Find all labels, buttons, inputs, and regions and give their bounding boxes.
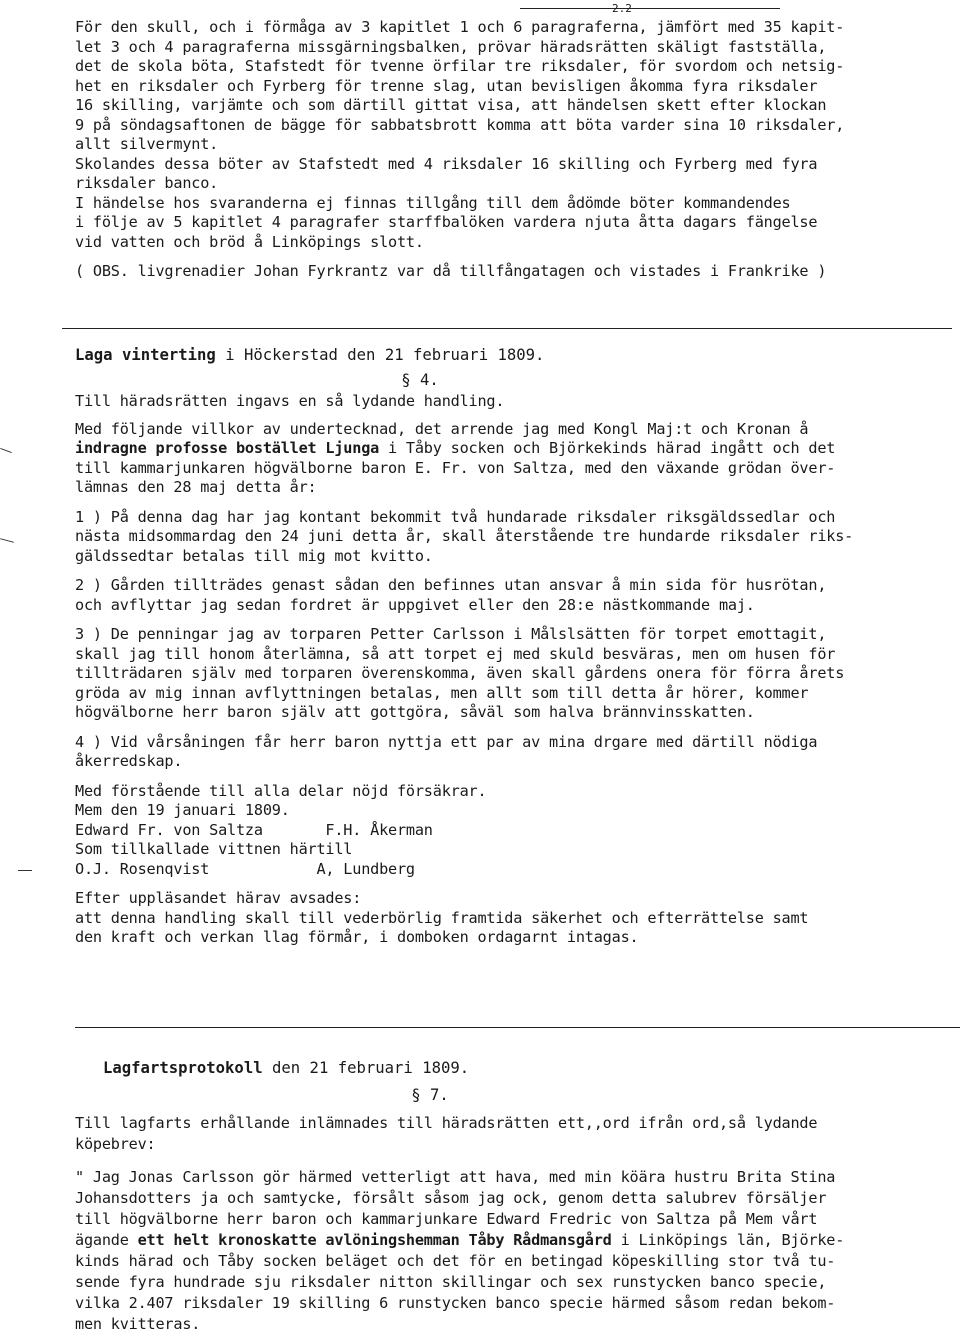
text-line: Skolandes dessa böter av Stafstedt med 4 riksdaler 16 skilling och Fyrberg med fyra	[75, 154, 818, 173]
text-line: Med följande villkor av undertecknad, det arrende jag med Kongl Maj:t och Kronan å	[75, 419, 809, 438]
paragraph-number: § 4.	[401, 371, 439, 389]
text-line: 4 ) Vid vårsåningen får herr baron nyttja ett par av mina drgare med därtill nödiga	[75, 732, 818, 751]
heading-date: den 21 februari 1809.	[262, 1059, 470, 1077]
margin-mark	[0, 448, 12, 453]
condition-item	[75, 576, 945, 615]
condition-item	[75, 733, 945, 772]
text-line: För den skull, och i förmåga av 3 kapitlet 1 och 6 paragraferna, jämfört med 35 kapit-	[75, 18, 845, 36]
decision-block	[75, 889, 945, 948]
text-line: och avflyttar jag sedan fordret är uppgivet eller den 28:e nästkommande maj.	[75, 595, 755, 614]
section-vinterting	[75, 344, 945, 948]
text-line: Johansdotters ja och samtycke, försålt såsom jag ock, genom detta salubrev försäljer	[75, 1189, 827, 1207]
text-line: riksdaler banco.	[75, 174, 219, 192]
text-line: vid vatten och bröd å Linköpings slott.	[75, 232, 424, 251]
top-rule	[520, 8, 780, 9]
text-line: gröda av mig innan avflyttningen betalas, men allt som till detta år hörer, kommer	[75, 683, 809, 702]
text-span: ägande	[75, 1231, 138, 1249]
text-line: 16 skilling, varjämte och som därtill gittat visa, att händelsen skett efter klockan	[75, 96, 827, 114]
lease-paragraph	[75, 420, 945, 498]
text-line: " Jag Jonas Carlsson gör härmed vetterligt att hava, med min köära hustru Brita Stina	[75, 1168, 836, 1186]
obs-note: ( OBS. livgrenadier Johan Fyrkrantz var då tillfångatagen och vistades i Frankrike )	[75, 262, 827, 280]
text-line: Till lagfarts erhållande inlämnades till häradsrätten ett,,ord ifrån ord,så lydande	[75, 1114, 818, 1132]
emphasis: ett helt kronoskatte avlöningshemman Tåby Rådmansgård	[137, 1231, 612, 1249]
text-line: I händelse hos svaranderna ej finnas tillgång till dem ådömde böter kommandendes	[75, 193, 791, 212]
section-lagfart	[75, 1057, 945, 1335]
text-span: i Tåby socken och Björkekinds härad ingått och det	[379, 439, 836, 457]
signature-line: Edward Fr. von Saltza F.H. Åkerman	[75, 820, 433, 839]
text-line: den kraft och verkan llag förmår, i domboken ordagarnt intagas.	[75, 928, 639, 946]
text-line: tillträdaren själv med torparen överenskomma, även skall gårdens onera för förra årets	[75, 664, 845, 682]
margin-mark	[0, 538, 14, 543]
text-line: skall jag till honom återlämna, så att torpet ej med skuld besväras, men om husen för	[75, 644, 836, 663]
text-line: Med förstående till alla delar nöjd försäkrar.	[75, 781, 487, 800]
text-line: sende fyra hundrade sju riksdaler nitton skillingar och sex runstycken banco specie,	[75, 1273, 827, 1291]
separator-rule	[75, 1027, 960, 1028]
heading-bold: Laga vinterting	[75, 346, 216, 364]
signature-line: O.J. Rosenqvist A, Lundberg	[75, 859, 415, 878]
text-line: het en riksdaler och Fyrberg för trenne slag, utan bevisligen åkomma fyra riksdaler	[75, 76, 818, 95]
text-line: lämnas den 28 maj detta år:	[75, 478, 317, 496]
text-line: 2 ) Gården tillträdes genast sådan den befinnes utan ansvar å min sida för husrötan,	[75, 576, 827, 594]
text-line: i följe av 5 kapitlet 4 paragrafer starffbalöken vardera njuta åtta dagars fängelse	[75, 213, 818, 231]
intro-line: Till häradsrätten ingavs en så lydande handling.	[75, 392, 505, 410]
condition-item	[75, 508, 945, 567]
emphasis: indragne profosse bostället Ljunga	[75, 439, 380, 457]
text-span: i Linköpings län, Björke-	[611, 1231, 845, 1249]
text-line: let 3 och 4 paragraferna missgärningsbalken, prövar häradsrätten skäligt fastställa,	[75, 37, 827, 56]
text-line: Mem den 19 januari 1809.	[75, 801, 290, 819]
text-line: köpebrev:	[75, 1135, 156, 1153]
paragraph-number: § 7.	[411, 1086, 449, 1104]
text-line: allt silvermynt.	[75, 135, 219, 153]
heading-bold: Lagfartsprotokoll	[103, 1059, 263, 1077]
text-line: Efter uppläsandet härav avsades:	[75, 889, 362, 907]
margin-mark	[18, 870, 32, 871]
text-line: kinds härad och Tåby socken beläget och det för en betingad köpeskilling stor två tu-	[75, 1252, 836, 1270]
text-line: Som tillkallade vittnen härtill	[75, 840, 353, 858]
text-line: det de skola böta, Stafstedt för tvenne örfilar tre riksdaler, för svordom och netsig-	[75, 57, 845, 75]
text-line: 3 ) De penningar jag av torparen Petter Carlsson i Målslsätten för torpet emottagit,	[75, 625, 827, 643]
text-line: vilka 2.407 riksdaler 19 skilling 6 runstycken banco specie härmed såsom redan bekom-	[75, 1294, 836, 1312]
section-heading	[75, 1057, 945, 1079]
text-line	[75, 439, 945, 459]
text-line: till högvälborne herr baron och kammarjunkare Edward Fredric von Saltza på Mem vårt	[75, 1210, 818, 1228]
text-line: 9 på söndagsaftonen de bägge för sabbatsbrott komma att böta varder sina 10 riksdaler,	[75, 115, 845, 134]
text-line: 1 ) På denna dag har jag kontant bekommit två hundarade riksdaler riksgäldssedlar och	[75, 507, 836, 526]
page-mark: 2.2	[612, 2, 632, 15]
text-line: nästa midsommardag den 24 juni detta år, skall återstående tre hundarde riksdaler riks-	[75, 527, 854, 545]
section-heading	[75, 344, 945, 366]
heading-date: i Höckerstad den 21 februari 1809.	[215, 346, 545, 364]
separator-rule	[62, 328, 952, 329]
text-line: högvälborne herr baron själv att gottgöra, såväl som halva brännvinsskatten.	[75, 703, 755, 721]
text-line: till kammarjunkaren högvälborne baron E. Fr. von Saltza, med den växande grödan över-	[75, 458, 836, 477]
closing-block	[75, 782, 945, 880]
text-line: åkerredskap.	[75, 752, 183, 770]
text-line: att denna handling skall till vederbörlig framtida säkerhet och efterrättelse samt	[75, 908, 809, 927]
section-verdict	[75, 18, 945, 282]
text-line: men kvitteras.	[75, 1315, 201, 1333]
condition-item	[75, 625, 945, 723]
text-line	[75, 1230, 945, 1251]
text-line: gäldssedtar betalas till mig mot kvitto.	[75, 546, 433, 565]
